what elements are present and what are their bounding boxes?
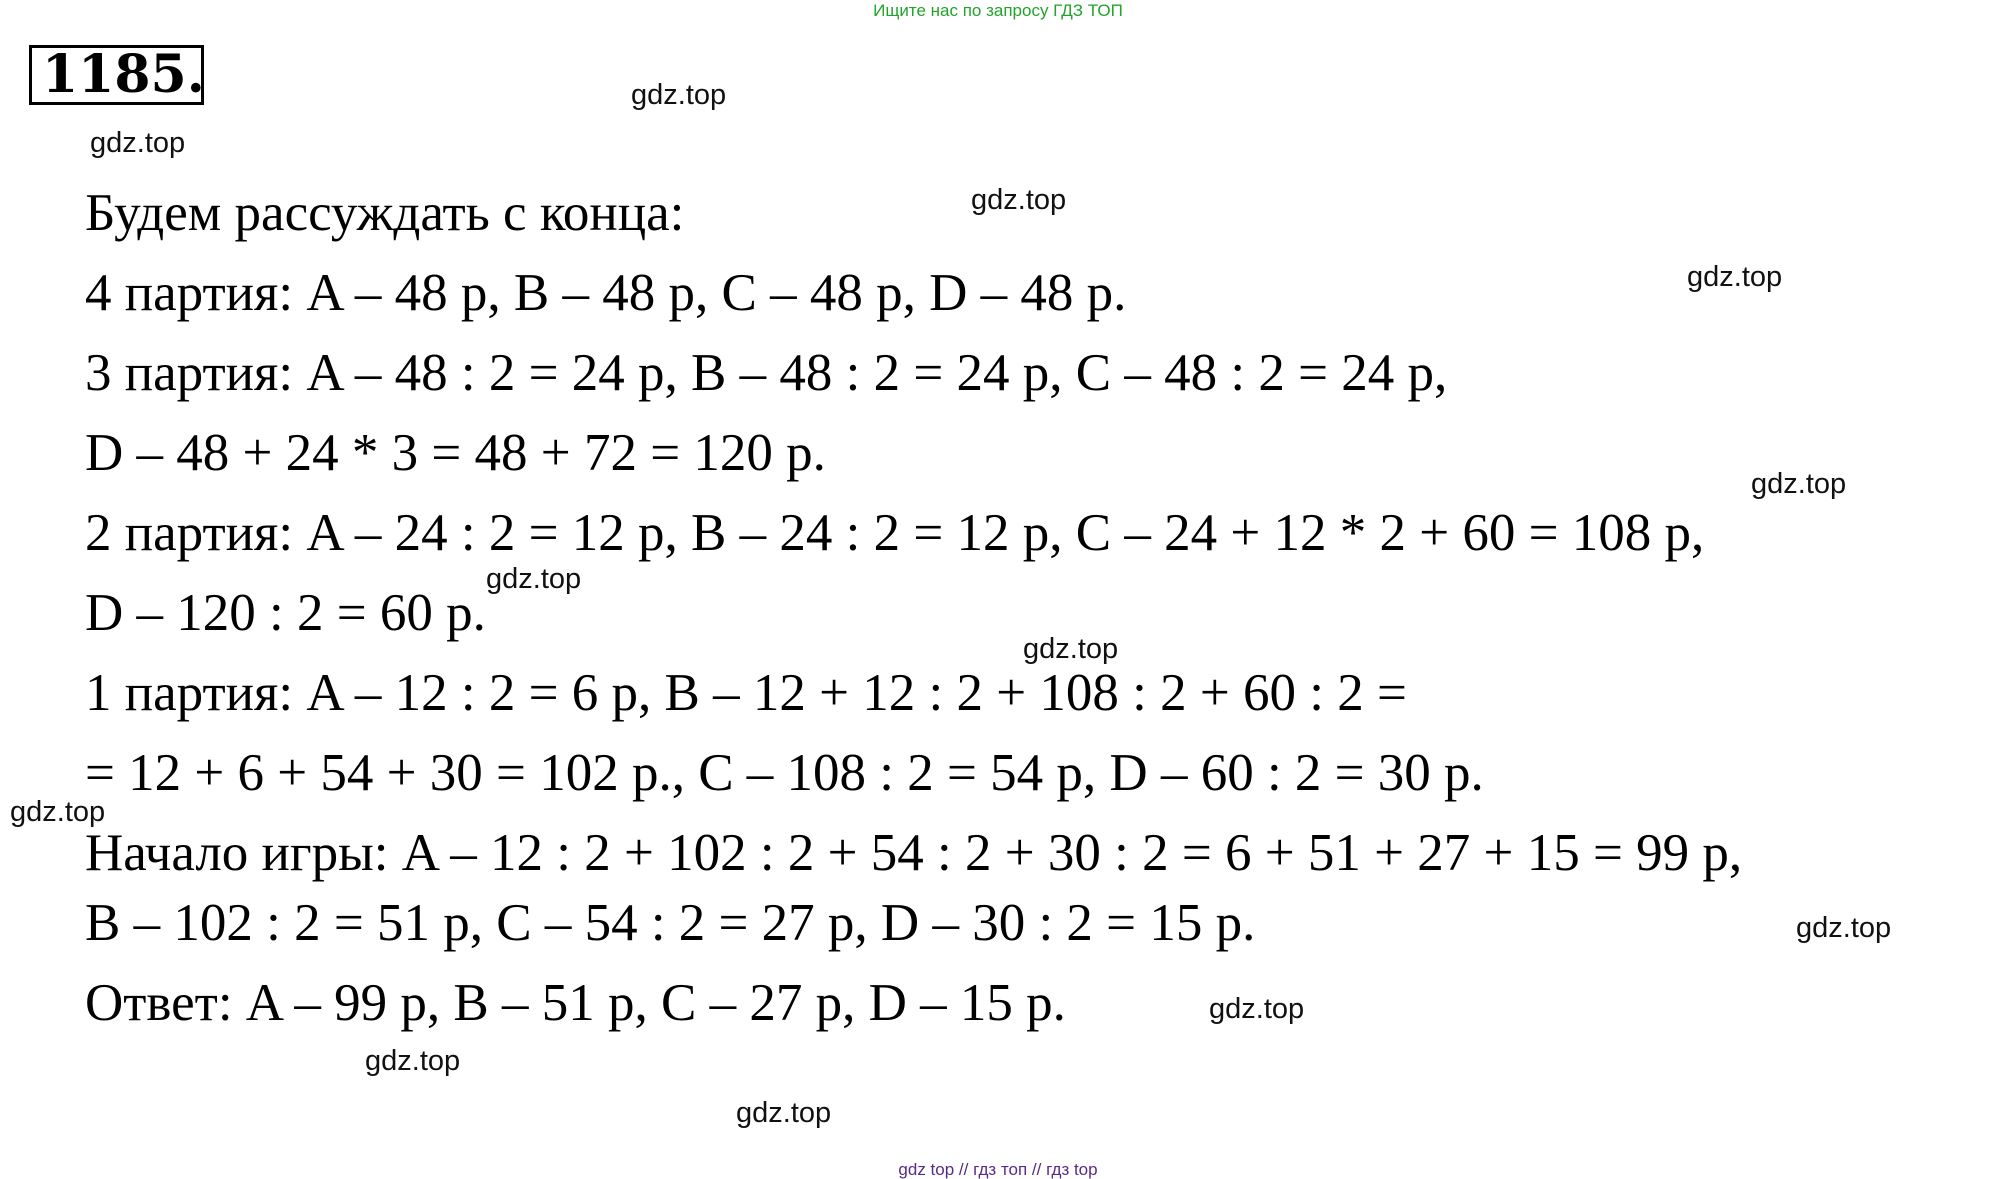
solution-line: 3 партия: A – 48 : 2 = 24 р, B – 48 : 2 = 24 р, C – 48 : 2 = 24 р, <box>85 344 1448 402</box>
solution-line: B – 102 : 2 = 51 р, C – 54 : 2 = 27 р, D – 30 : 2 = 15 р. <box>85 894 1256 952</box>
watermark: gdz.top <box>1751 468 1847 500</box>
solution-line: D – 120 : 2 = 60 р. <box>85 584 486 642</box>
top-banner: Ищите нас по запросу ГДЗ ТОП <box>873 1 1123 20</box>
watermark: gdz.top <box>1687 261 1783 293</box>
watermark: gdz.top <box>631 79 727 111</box>
watermark: gdz.top <box>365 1045 461 1077</box>
watermark: gdz.top <box>10 796 106 828</box>
solution-line: Будем рассуждать с конца: <box>85 184 685 242</box>
solution-line: = 12 + 6 + 54 + 30 = 102 р., C – 108 : 2 = 54 р, D – 60 : 2 = 30 р. <box>85 744 1484 802</box>
watermark: gdz.top <box>1023 633 1119 665</box>
watermark: gdz.top <box>90 127 186 159</box>
solution-line: 1 партия: A – 12 : 2 = 6 р, B – 12 + 12 : 2 + 108 : 2 + 60 : 2 = <box>85 664 1407 722</box>
solution-line: 4 партия: A – 48 р, B – 48 р, C – 48 р, D – 48 р. <box>85 264 1127 322</box>
watermark: gdz.top <box>736 1097 832 1129</box>
watermark: gdz.top <box>1796 912 1892 944</box>
solution-line: D – 48 + 24 * 3 = 48 + 72 = 120 р. <box>85 424 826 482</box>
watermark: gdz.top <box>1209 993 1305 1025</box>
footer-links: gdz top // гдз топ // гдз top <box>898 1160 1098 1179</box>
solution-line: Начало игры: A – 12 : 2 + 102 : 2 + 54 : 2 + 30 : 2 = 6 + 51 + 27 + 15 = 99 р, <box>85 824 1743 882</box>
watermark: gdz.top <box>971 184 1067 216</box>
answer-line: Ответ: A – 99 р, B – 51 р, C – 27 р, D – 15 р. <box>85 974 1066 1032</box>
watermark: gdz.top <box>486 563 582 595</box>
solution-line: 2 партия: A – 24 : 2 = 12 р, B – 24 : 2 = 12 р, C – 24 + 12 * 2 + 60 = 108 р, <box>85 504 1705 562</box>
task-number-box: 1185. <box>29 45 204 105</box>
